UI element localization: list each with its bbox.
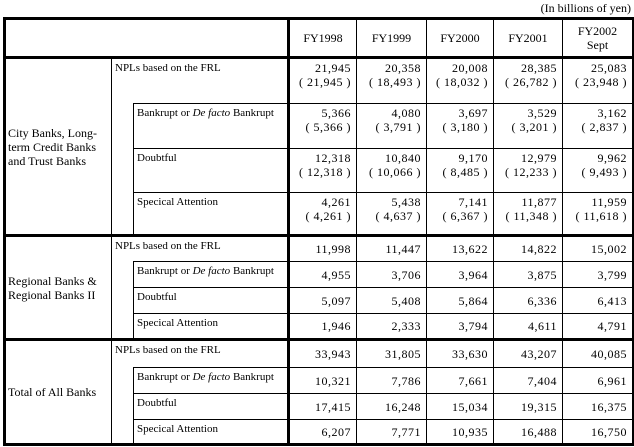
cell-value: 19,315 <box>494 394 563 420</box>
cell-value: 2,333 <box>357 314 427 340</box>
table-row <box>5 58 634 104</box>
group-label-total: Total of All Banks <box>5 340 112 445</box>
cell-value: 40,085 <box>563 340 634 368</box>
cell-value: 3,964 <box>427 262 494 288</box>
row-label-bankrupt: Bankrupt or De facto Bankrupt <box>134 104 289 149</box>
row-label-special: Specical Attention <box>134 314 289 340</box>
col-header-fy1998: FY1998 <box>289 19 357 58</box>
cell-value: 5,864 <box>427 288 494 314</box>
cell-value: 3,794 <box>427 314 494 340</box>
cell-value: 16,375 <box>563 394 634 420</box>
col-header-fy2001: FY2001 <box>494 19 563 58</box>
unit-note: (In billions of yen) <box>540 1 631 15</box>
table-row <box>5 236 634 262</box>
row-label-doubtful: Doubtful <box>134 288 289 314</box>
cell-value: 6,207 <box>289 420 357 445</box>
col-header-fy2002-sub: Sept <box>586 38 609 52</box>
row-label-npl: NPLs based on the FRL <box>112 58 289 104</box>
indent-spacer <box>112 368 134 445</box>
cell-value: 11,959 ( 11,618 ) <box>563 193 634 236</box>
table-row <box>5 340 634 368</box>
row-label-bankrupt: Bankrupt or De facto Bankrupt <box>134 262 289 288</box>
cell-value: 9,170 ( 8,485 ) <box>427 149 494 193</box>
cell-value: 3,799 <box>563 262 634 288</box>
cell-value: 4,261 ( 4,261 ) <box>289 193 357 236</box>
cell-value: 16,750 <box>563 420 634 445</box>
cell-value: 5,438 ( 4,637 ) <box>357 193 427 236</box>
cell-value: 5,097 <box>289 288 357 314</box>
cell-value: 12,318 ( 12,318 ) <box>289 149 357 193</box>
cell-value: 11,998 <box>289 236 357 262</box>
row-label-npl: NPLs based on the FRL <box>112 340 289 368</box>
cell-value: 3,162 ( 2,837 ) <box>563 104 634 149</box>
cell-value: 5,366 ( 5,366 ) <box>289 104 357 149</box>
cell-value: 1,946 <box>289 314 357 340</box>
cell-value: 7,141 ( 6,367 ) <box>427 193 494 236</box>
cell-value: 11,877 ( 11,348 ) <box>494 193 563 236</box>
cell-value: 33,943 <box>289 340 357 368</box>
cell-value: 6,961 <box>563 368 634 394</box>
row-label-special: Specical Attention <box>134 193 289 236</box>
cell-value: 6,413 <box>563 288 634 314</box>
col-header-fy2002-sept <box>563 19 634 58</box>
cell-value: 25,083 ( 23,948 ) <box>563 58 634 104</box>
row-label-npl: NPLs based on the FRL <box>112 236 289 262</box>
cell-value: 7,771 <box>357 420 427 445</box>
cell-value: 7,661 <box>427 368 494 394</box>
indent-spacer <box>112 104 134 236</box>
cell-value: 31,805 <box>357 340 427 368</box>
cell-value: 11,447 <box>357 236 427 262</box>
row-label-doubtful: Doubtful <box>134 149 289 193</box>
cell-value: 7,404 <box>494 368 563 394</box>
cell-value: 16,248 <box>357 394 427 420</box>
cell-value: 7,786 <box>357 368 427 394</box>
col-header-fy1999: FY1999 <box>357 19 427 58</box>
cell-value: 10,321 <box>289 368 357 394</box>
cell-value: 43,207 <box>494 340 563 368</box>
cell-value: 15,034 <box>427 394 494 420</box>
cell-value: 21,945 ( 21,945 ) <box>289 58 357 104</box>
cell-value: 3,706 <box>357 262 427 288</box>
cell-value: 13,622 <box>427 236 494 262</box>
cell-value: 6,336 <box>494 288 563 314</box>
indent-spacer <box>112 262 134 340</box>
cell-value: 10,840 ( 10,066 ) <box>357 149 427 193</box>
cell-value: 3,529 ( 3,201 ) <box>494 104 563 149</box>
row-label-doubtful: Doubtful <box>134 394 289 420</box>
cell-value: 4,955 <box>289 262 357 288</box>
header-row <box>5 19 634 58</box>
cell-value: 20,358 ( 18,493 ) <box>357 58 427 104</box>
cell-value: 10,935 <box>427 420 494 445</box>
cell-value: 4,791 <box>563 314 634 340</box>
cell-value: 28,385 ( 26,782 ) <box>494 58 563 104</box>
cell-value: 12,979 ( 12,233 ) <box>494 149 563 193</box>
cell-value: 3,875 <box>494 262 563 288</box>
cell-value: 5,408 <box>357 288 427 314</box>
row-label-bankrupt: Bankrupt or De facto Bankrupt <box>134 368 289 394</box>
col-header-fy2000: FY2000 <box>427 19 494 58</box>
group-label-city: City Banks, Long-term Credit Banks and Trust Banks <box>5 58 112 236</box>
group-label-regional: Regional Banks & Regional Banks II <box>5 236 112 340</box>
cell-value: 20,008 ( 18,032 ) <box>427 58 494 104</box>
cell-value: 14,822 <box>494 236 563 262</box>
cell-value: 4,080 ( 3,791 ) <box>357 104 427 149</box>
npl-table <box>3 17 634 446</box>
cell-value: 4,611 <box>494 314 563 340</box>
cell-value: 17,415 <box>289 394 357 420</box>
cell-value: 9,962 ( 9,493 ) <box>563 149 634 193</box>
cell-value: 3,697 ( 3,180 ) <box>427 104 494 149</box>
cell-value: 33,630 <box>427 340 494 368</box>
row-label-special: Specical Attention <box>134 420 289 445</box>
cell-value: 15,002 <box>563 236 634 262</box>
col-header-fy2002-year: FY2002 <box>577 24 618 38</box>
header-blank <box>5 19 289 58</box>
cell-value: 16,488 <box>494 420 563 445</box>
